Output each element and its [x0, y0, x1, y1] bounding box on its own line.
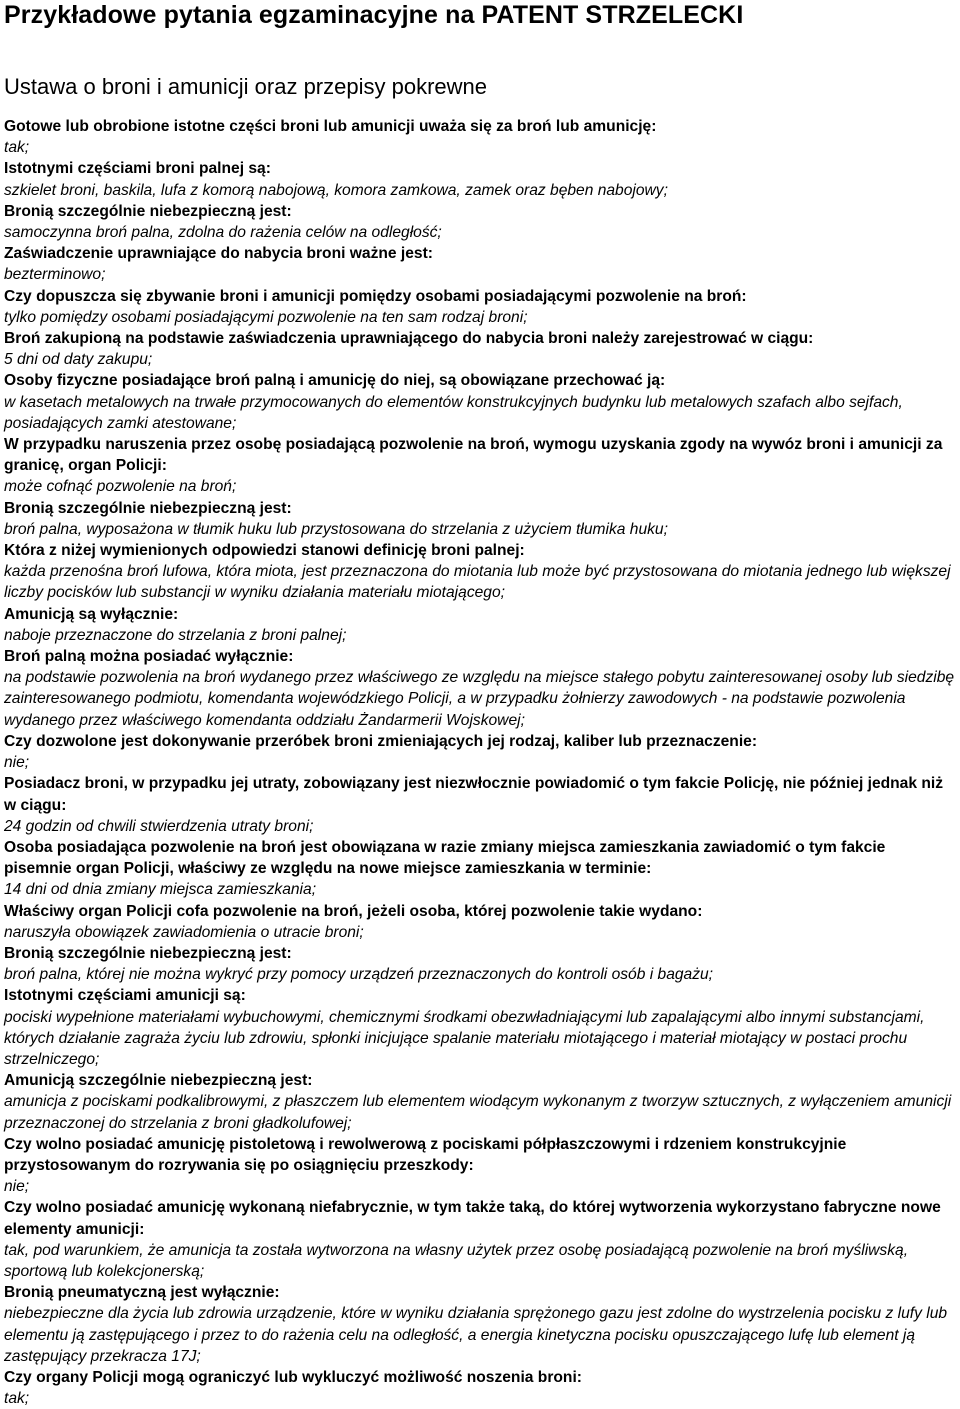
question-text: Istotnymi częściami amunicji są:: [4, 987, 246, 1005]
question-text: Która z niżej wymienionych odpowiedzi stanowi definicję broni palnej:: [4, 542, 525, 560]
answer-text: 14 dni od dnia zmiany miejsca zamieszkania;: [4, 881, 317, 899]
question-text: Czy dozwolone jest dokonywanie przeróbek broni zmieniających jej rodzaj, kaliber lub przeznaczenie:: [4, 732, 758, 750]
answer-text: 5 dni od daty zakupu;: [4, 351, 153, 369]
answer-text: nie;: [4, 1178, 30, 1196]
answer-text: 24 godzin od chwili stwierdzenia utraty broni;: [4, 817, 314, 835]
question-text: Bronią szczególnie niebezpieczną jest:: [4, 944, 292, 962]
answer-text: tak;: [4, 1390, 30, 1408]
answer-text: broń palna, wyposażona w tłumik huku lub przystosowana do strzelania z użyciem tłumika huku;: [4, 520, 668, 538]
document-page: [4, 0, 956, 1409]
answer-text: każda przenośna broń lufowa, która miota, jest przeznaczona do miotania lub może być przystosowana do miotania jednego lub większej liczby pocisków lub substancji w wyniku działania materiału miotającego;: [4, 563, 951, 602]
answer-text: w kasetach metalowych na trwałe przymocowanych do elementów konstrukcyjnych budynku lub metalowych szafach albo sejfach, posiadających zamki atestowane;: [4, 393, 903, 432]
question-text: Zaświadczenie uprawniające do nabycia broni ważne jest:: [4, 245, 433, 263]
question-text: Broń palną można posiadać wyłącznie:: [4, 648, 294, 666]
question-text: W przypadku naruszenia przez osobę posiadającą pozwolenie na broń, wymogu uzyskania zgody na wywóz broni i amunicji za granicę, organ Policji:: [4, 436, 943, 475]
answer-text: bezterminowo;: [4, 266, 106, 284]
answer-text: może cofnąć pozwolenie na broń;: [4, 478, 237, 496]
question-text: Czy wolno posiadać amunicję wykonaną niefabrycznie, w tym także taką, do której wytworzenia wykorzystano fabryczne nowe elementy amunicji:: [4, 1199, 941, 1238]
answer-text: broń palna, której nie można wykryć przy pomocy urządzeń przeznaczonych do kontroli osób i bagażu;: [4, 966, 714, 984]
question-text: Osoby fizyczne posiadające broń palną i amunicję do niej, są obowiązane przechować ją:: [4, 372, 666, 390]
answer-text: na podstawie pozwolenia na broń wydanego przez właściwego ze względu na miejsce stałego pobytu zainteresowanej osoby lub siedzibę zainteresowanego podmiotu, komendanta wojewódzkiego Policji, a w przypadku żołnierzy zawodowych - na podstawie pozwolenia wydanego przez właściwego komendanta oddziału Żandarmerii Wojskowej;: [4, 669, 955, 729]
answer-text: naruszyła obowiązek zawiadomienia o utracie broni;: [4, 923, 364, 941]
question-text: Amunicją są wyłącznie:: [4, 605, 179, 623]
answer-text: nie;: [4, 754, 30, 772]
answer-text: tak, pod warunkiem, że amunicja ta została wytworzona na własny użytek przez osobę posiadającą pozwolenie na broń myśliwską, sportową lub kolekcjonerską;: [4, 1241, 909, 1280]
answer-text: tylko pomiędzy osobami posiadającymi pozwolenie na ten sam rodzaj broni;: [4, 308, 528, 326]
question-text: Bronią pneumatyczną jest wyłącznie:: [4, 1284, 280, 1302]
answer-text: naboje przeznaczone do strzelania z broni palnej;: [4, 626, 347, 644]
question-text: Posiadacz broni, w przypadku jej utraty, zobowiązany jest niezwłocznie powiadomić o tym fakcie Policję, nie później jednak niż w ciągu:: [4, 775, 944, 814]
answer-text: szkielet broni, baskila, lufa z komorą nabojową, komora zamkowa, zamek oraz bęben nabojowy;: [4, 181, 668, 199]
question-text: Gotowe lub obrobione istotne części broni lub amunicji uważa się za broń lub amunicję:: [4, 118, 657, 135]
question-text: Bronią szczególnie niebezpieczną jest:: [4, 202, 292, 220]
question-text: Właściwy organ Policji cofa pozwolenie na broń, jeżeli osoba, której pozwolenie takie wydano:: [4, 902, 703, 920]
answer-text: amunicja z pociskami podkalibrowymi, z płaszczem lub elementem wiodącym wykonanym z tworzyw sztucznych, z wyłączeniem amunicji przeznaczonej do strzelania z broni gładkolufowej;: [4, 1093, 952, 1132]
answer-text: niebezpieczne dla życia lub zdrowia urządzenie, które w wyniku działania sprężonego gazu jest zdolne do wystrzelenia pocisku z lufy lub elementu ją zastępującego i przez to do rażenia celu na odległość, a energia kinetyczna pocisku opuszczającego lufę lub element ją zastępujący przekracza 17J;: [4, 1305, 948, 1365]
question-text: Czy dopuszcza się zbywanie broni i amunicji pomiędzy osobami posiadającymi pozwolenie na broń:: [4, 287, 747, 305]
answer-text: pociski wypełnione materiałami wybuchowymi, chemicznymi środkami obezwładniającymi lub zapalającymi albo innymi substancjami, których działanie zagraża życiu lub zdrowiu, spłonki inicjujące spalanie materiału miotającego i materiał miotający w postaci prochu strzelniczego;: [4, 1008, 925, 1068]
question-text: Broń zakupioną na podstawie zaświadczenia uprawniającego do nabycia broni należy zarejestrować w ciągu:: [4, 330, 814, 348]
page-title: Przykładowe pytania egzaminacyjne na PATENT STRZELECKI: [4, 1, 744, 29]
question-text: Osoba posiadająca pozwolenie na broń jest obowiązana w razie zmiany miejsca zamieszkania zawiadomić o tym fakcie pisemnie organ Policji, właściwy ze względu na nowe miejsce zamieszkania w terminie:: [4, 838, 886, 878]
question-text: Amunicją szczególnie niebezpieczną jest:: [4, 1072, 313, 1090]
question-text: Czy wolno posiadać amunicję pistoletową i rewolwerową z pociskami półpłaszczowymi i rdzeniem konstrukcyjnie przystosowanym do rozrywania się po osiągnięciu przeszkody:: [4, 1135, 847, 1174]
answer-text: samoczynna broń palna, zdolna do rażenia celów na odległość;: [4, 224, 442, 242]
answer-text: tak;: [4, 139, 30, 157]
question-text: Bronią szczególnie niebezpieczną jest:: [4, 499, 292, 517]
question-text: Istotnymi częściami broni palnej są:: [4, 160, 271, 178]
section-heading: Ustawa o broni i amunicji oraz przepisy pokrewne: [4, 74, 487, 99]
question-text: Czy organy Policji mogą ograniczyć lub wykluczyć możliwość noszenia broni:: [4, 1368, 582, 1386]
question-list: [4, 116, 956, 1409]
